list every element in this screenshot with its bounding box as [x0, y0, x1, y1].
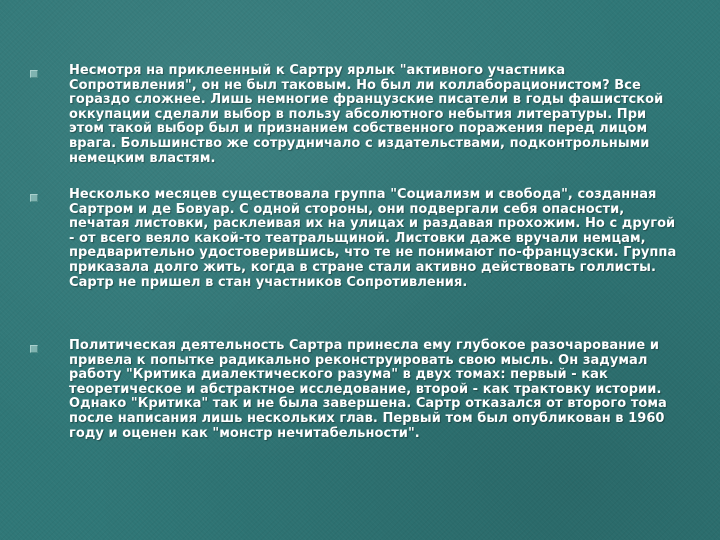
- bullet-text-3: Политическая деятельность Сартра принесла ему глубокое разочарование и привела к попытке радикально реконструировать свою мысль. Он задумал работу "Критика диалектического разума" в двух томах: первый - как теоретическое и абстрактное исследование, второй - как трактовку истории. Однако "Критика" так и не была завершена. Сартр отказался от второго тома после написания лишь нескольких глав. Первый том был опубликован в 1960 году и оценен как "монстр нечитабельности".: [69, 338, 667, 441]
- bullet-text-1: Несмотря на приклеенный к Сартру ярлык "активного участника Сопротивления", он не был таковым. Но был ли коллаборационистом? Все гораздо сложнее. Лишь немногие французские писатели в годы фашистской оккупации сделали выбор в пользу абсолютного небытия литературы. При этом такой выбор был и признанием собственного поражения перед лицом врага. Большинство же сотрудничало с издательствами, подконтрольными немецким властям.: [69, 63, 664, 166]
- square-bullet-icon: [30, 70, 38, 78]
- square-bullet-icon: [30, 194, 38, 202]
- square-bullet-icon: [30, 345, 38, 353]
- bullet-text-2: Несколько месяцев существовала группа "Социализм и свобода", созданная Сартром и де Бовуар. С одной стороны, они подвергали себя опасности, печатая листовки, расклеивая их на улицах и раздавая прохожим. Но с другой - от всего веяло какой-то театральщиной. Листовки даже вручали немцам, предварительно удостоверившись, что те не понимают по-французски. Группа приказала долго жить, когда в стране стали активно действовать голлисты. Сартр не пришел в стан участников Сопротивления.: [69, 187, 677, 290]
